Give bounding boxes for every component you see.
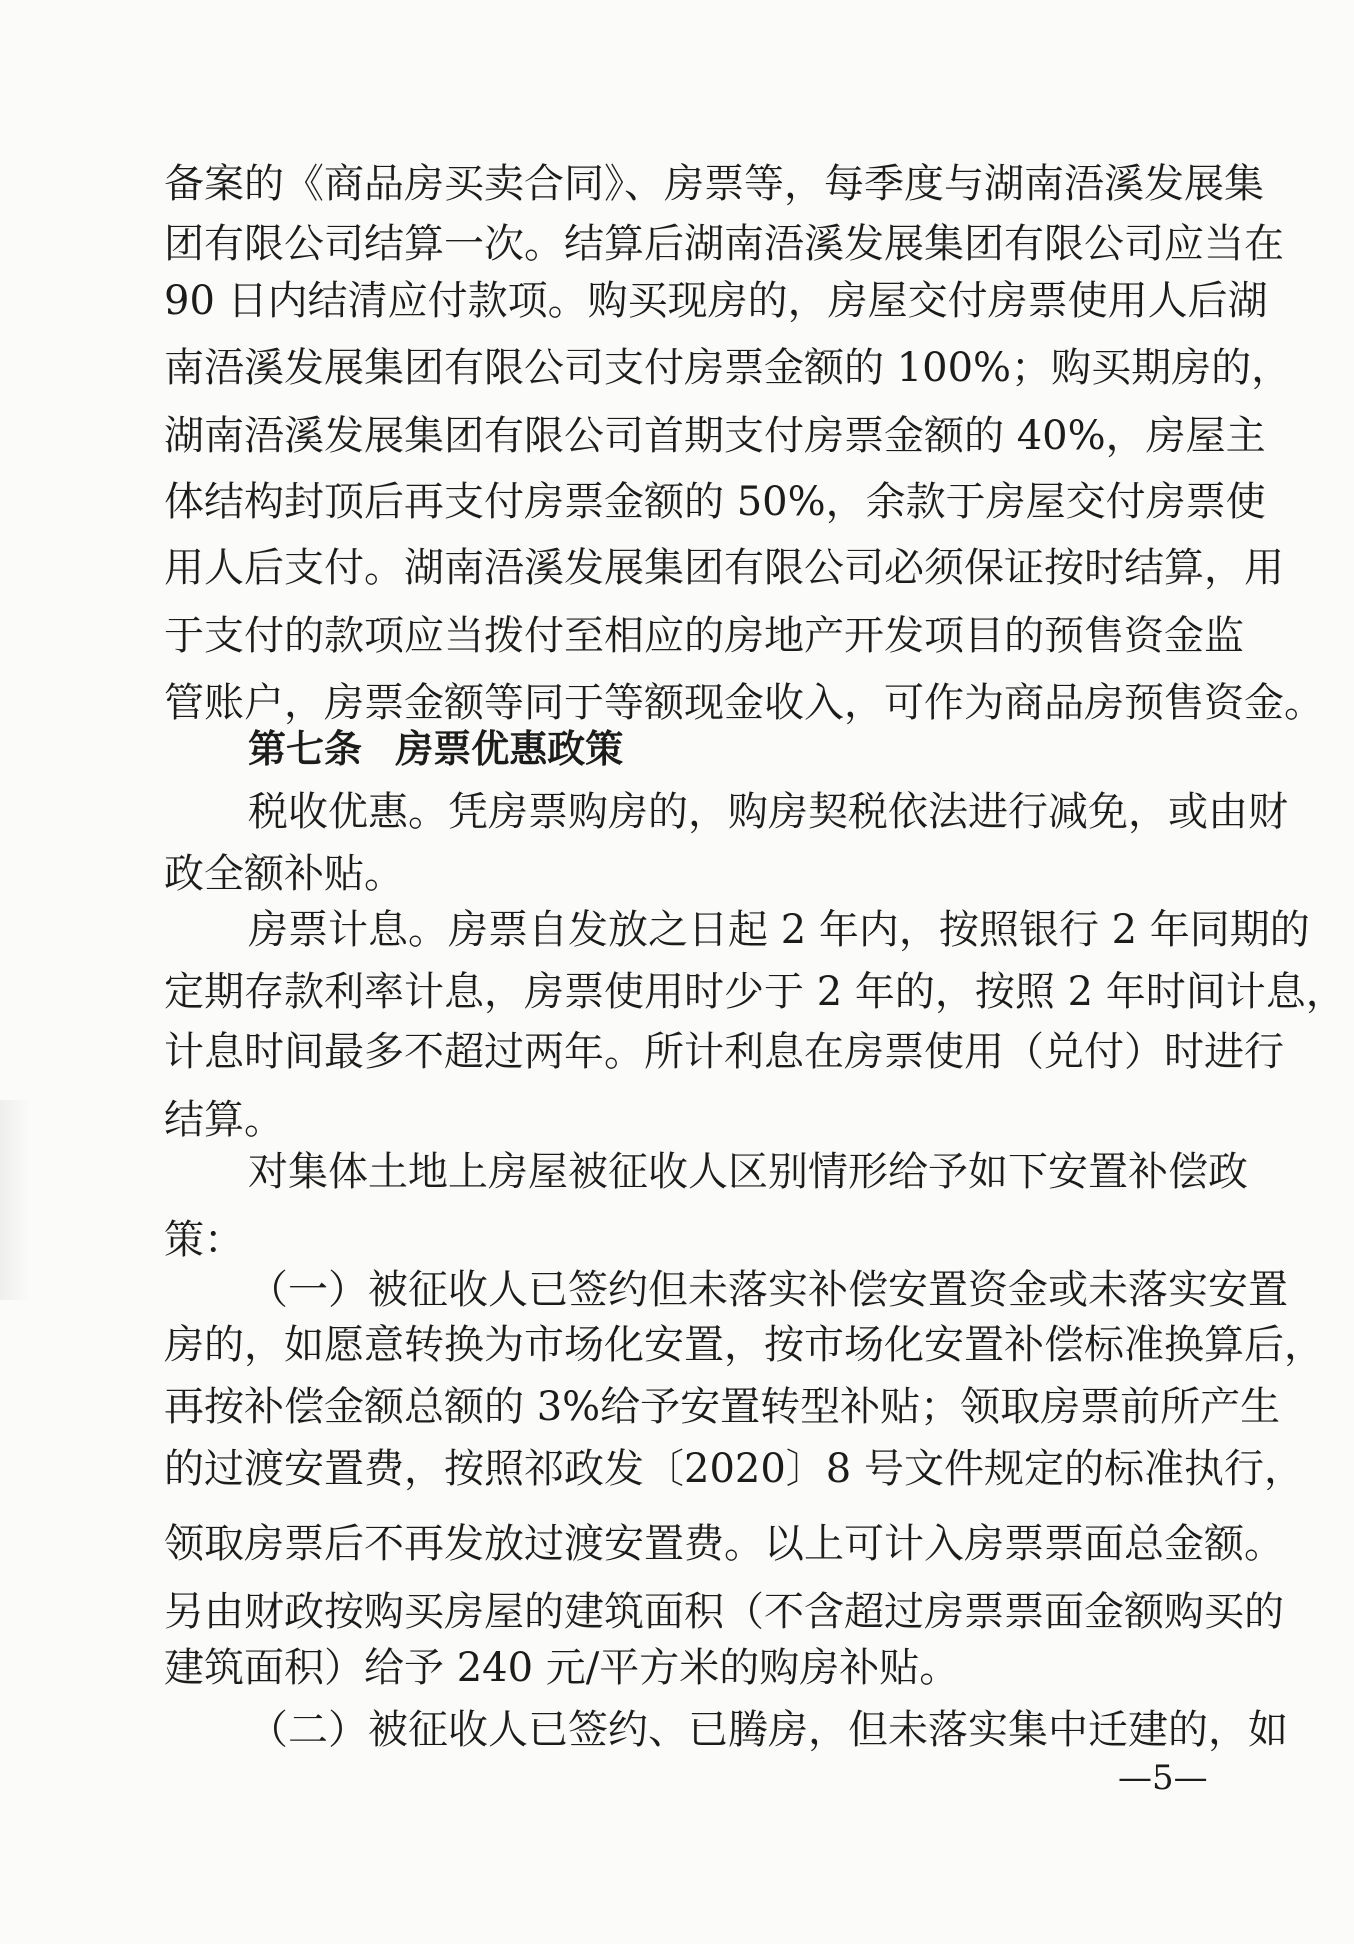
- text-line: 用人后支付。湖南浯溪发展集团有限公司必须保证按时结算，用: [164, 545, 1284, 591]
- text-line: 政全额补贴。: [164, 851, 404, 897]
- text-line: 90 日内结清应付款项。购买现房的，房屋交付房票使用人后湖: [164, 278, 1268, 324]
- text-line: 管账户，房票金额等同于等额现金收入，可作为商品房预售资金。: [164, 680, 1324, 726]
- text-line: 对集体土地上房屋被征收人区别情形给予如下安置补偿政: [248, 1149, 1248, 1195]
- text-line: 的过渡安置费，按照祁政发〔2020〕8 号文件规定的标准执行，: [164, 1446, 1304, 1492]
- text-line: 体结构封顶后再支付房票金额的 50%，余款于房屋交付房票使: [164, 479, 1266, 525]
- section-heading: 第七条 房票优惠政策: [248, 727, 624, 771]
- text-line: 结算。: [164, 1097, 284, 1143]
- text-line: 税收优惠。凭房票购房的，购房契税依法进行减免，或由财: [248, 789, 1288, 835]
- text-line: 建筑面积）给予 240 元/平方米的购房补贴。: [164, 1645, 960, 1691]
- text-line: 领取房票后不再发放过渡安置费。以上可计入房票票面总金额。: [164, 1521, 1284, 1567]
- page-number: —5—: [1118, 1758, 1208, 1798]
- text-line: 定期存款利率计息，房票使用时少于 2 年的，按照 2 年时间计息，: [164, 969, 1346, 1015]
- scan-shadow: [0, 1100, 30, 1300]
- text-line: （一）被征收人已签约但未落实补偿安置资金或未落实安置: [248, 1267, 1288, 1313]
- text-line: 团有限公司结算一次。结算后湖南浯溪发展集团有限公司应当在: [164, 221, 1284, 267]
- text-line: 再按补偿金额总额的 3%给予安置转型补贴；领取房票前所产生: [164, 1384, 1281, 1430]
- text-line: 南浯溪发展集团有限公司支付房票金额的 100%；购买期房的，: [164, 345, 1292, 391]
- text-line: 于支付的款项应当拨付至相应的房地产开发项目的预售资金监: [164, 613, 1244, 659]
- text-line: 另由财政按购买房屋的建筑面积（不含超过房票票面金额购买的: [164, 1589, 1284, 1635]
- text-line: 房票计息。房票自发放之日起 2 年内，按照银行 2 年同期的: [248, 907, 1310, 953]
- text-line: 计息时间最多不超过两年。所计利息在房票使用（兑付）时进行: [164, 1029, 1284, 1075]
- text-line: （二）被征收人已签约、已腾房，但未落实集中迁建的，如: [248, 1707, 1288, 1753]
- text-line: 房的，如愿意转换为市场化安置，按市场化安置补偿标准换算后，: [164, 1322, 1324, 1368]
- text-line: 备案的《商品房买卖合同》、房票等，每季度与湖南浯溪发展集: [164, 161, 1264, 207]
- text-line: 策：: [164, 1217, 244, 1263]
- text-line: 湖南浯溪发展集团有限公司首期支付房票金额的 40%，房屋主: [164, 413, 1266, 459]
